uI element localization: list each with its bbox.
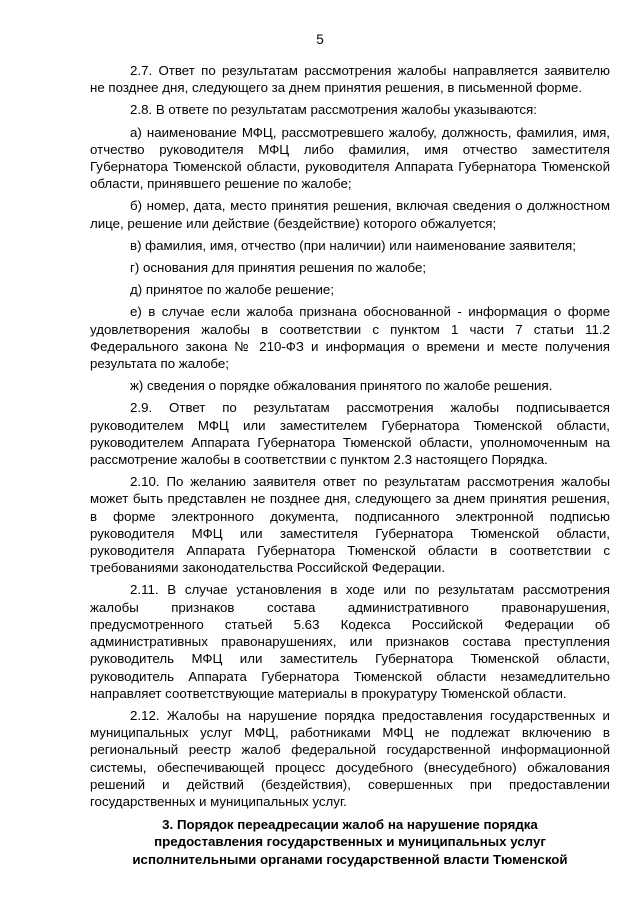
paragraph-2-12: 2.12. Жалобы на нарушение порядка предоставления государственных и муниципальных услуг МФЦ, работниками МФЦ не подлежат включению в региональный реестр жалоб федеральной государственной информационной системы, обеспечивающей процесс досудебного (внесудебного) обжалования решений и действий (бездействия), совершенных при предоставлении государственных и муниципальных услуг.	[90, 707, 610, 809]
page-number: 5	[316, 32, 324, 47]
paragraph-2-10: 2.10. По желанию заявителя ответ по результатам рассмотрения жалобы может быть представлен не позднее дня, следующего за днем принятия решения, в форме электронного документа, подписанного электронной подписью руководителя МФЦ или заместителя Губернатора Тюменской области, руководителя Аппарата Губернатора Тюменской области в соответствии с требованиями законодательства Российской Федерации.	[90, 474, 610, 576]
paragraph-2-7: 2.7. Ответ по результатам рассмотрения жалобы направляется заявителю не позднее дня, следующего за днем принятия решения, в письменной форме.	[90, 63, 610, 96]
paragraph-2-9: 2.9. Ответ по результатам рассмотрения жалобы подписывается руководителем МФЦ или заместителем Губернатора Тюменской области, руководителем Аппарата Губернатора Тюменской области, уполномоченным на рассмотрение жалобы в соответствии с пунктом 2.3 настоящего Порядка.	[90, 400, 610, 468]
document-body	[90, 62, 610, 868]
list-item-v: в) фамилия, имя, отчество (при наличии) или наименование заявителя;	[130, 237, 576, 253]
list-item-g: г) основания для принятия решения по жалобе;	[130, 260, 427, 276]
paragraph-2-8: 2.8. В ответе по результатам рассмотрения жалобы указываются:	[130, 102, 537, 118]
list-item-d: д) принятое по жалобе решение;	[130, 282, 335, 298]
section-heading: 3. Порядок переадресации жалоб на нарушение порядка предоставления государственных и муниципальных услуг исполнительными органами государственной власти Тюменской	[132, 817, 568, 867]
list-item-zh: ж) сведения о порядке обжалования принятого по жалобе решения.	[130, 378, 553, 394]
list-item-b: б) номер, дата, место принятия решения, включая сведения о должностном лице, решение или действие (бездействие) которого обжалуется;	[90, 198, 610, 231]
list-item-e: е) в случае если жалоба признана обоснованной - информация о форме удовлетворения жалобы в соответствии с пунктом 1 части 7 статьи 11.2 Федерального закона № 210-ФЗ и информация о времени и месте получения результата по жалобе;	[90, 304, 610, 372]
paragraph-2-11: 2.11. В случае установления в ходе или по результатам рассмотрения жалобы признаков состава административного правонарушения, предусмотренного статьей 5.63 Кодекса Российской Федерации об административных правонарушениях, или признаков состава преступления руководитель МФЦ или заместитель Губернатора Тюменской области, руководитель Аппарата Губернатора Тюменской области незамедлительно направляет соответствующие материалы в прокуратуру Тюменской области.	[90, 582, 610, 701]
list-item-a: а) наименование МФЦ, рассмотревшего жалобу, должность, фамилия, имя, отчество руководителя МФЦ либо фамилия, имя отчество заместителя Губернатора Тюменской области, руководителя Аппарата Губернатора Тюменской области, принявшего решение по жалобе;	[90, 124, 610, 192]
